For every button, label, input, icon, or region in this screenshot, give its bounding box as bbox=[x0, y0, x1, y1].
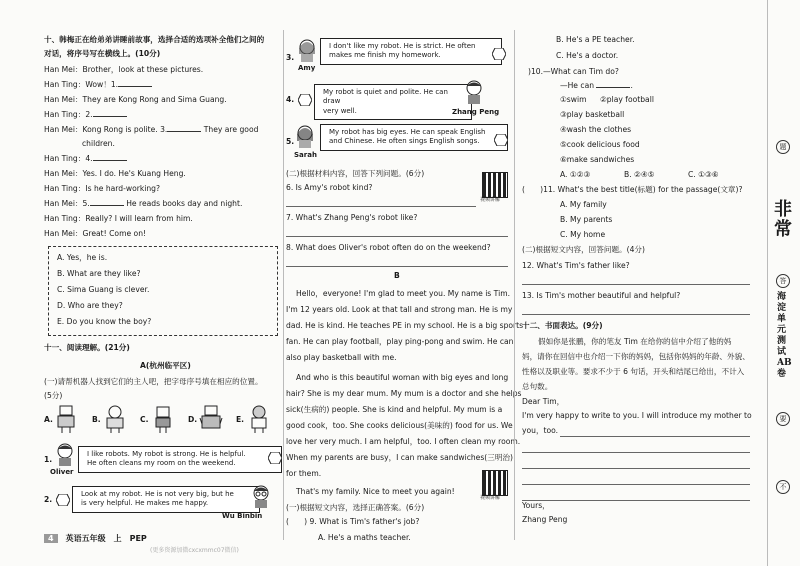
dialogue-line: Han Mei：Great! Come on! bbox=[44, 229, 147, 238]
dialogue-line: children. bbox=[82, 139, 115, 148]
column-divider bbox=[283, 30, 284, 540]
item-number: 1. bbox=[44, 455, 53, 464]
q9-option[interactable]: C. He's a doctor. bbox=[556, 51, 619, 60]
speech-bubble: Look at my robot. He is not very big, but he is very helpful. He makes me happy. bbox=[72, 486, 260, 513]
dialogue-line: Han Mei：Yes. I do. He's Kuang Heng. bbox=[44, 169, 186, 178]
part2-title: (二)根据材料内容，回答下列问题。(6分) bbox=[286, 169, 425, 178]
q11-option[interactable]: B. My parents bbox=[560, 215, 613, 224]
answer-paren[interactable]: ( ) bbox=[286, 517, 308, 526]
sarah-avatar-icon bbox=[294, 124, 316, 148]
series-title: 海淀单元测试AB卷 bbox=[777, 292, 792, 379]
owner-name: Sarah bbox=[294, 151, 317, 159]
answer-line[interactable] bbox=[286, 266, 508, 267]
question-10: )10.—What can Tim do? bbox=[528, 67, 619, 76]
q10-choice: ②play football bbox=[600, 95, 654, 104]
owner-name: Zhang Peng bbox=[452, 108, 500, 116]
passage-line: hair? She is my dear mum. My mum is a doctor and she helps bbox=[286, 389, 522, 398]
writing-line[interactable] bbox=[560, 436, 750, 437]
speech-bubble: My robot is quiet and polite. He can draw very well. bbox=[314, 84, 472, 120]
qr-caption: 视频讲解 bbox=[480, 495, 501, 501]
passage-line: fan. He can play football，play ping-pong and swim. He can bbox=[286, 337, 514, 346]
dialogue-line: Han Ting：2. bbox=[44, 111, 127, 120]
section10-title-line1: 十、韩梅正在给弟弟讲睡前故事，选择合适的选项补全他们之间的 bbox=[44, 35, 265, 44]
binding-mark: 题 bbox=[776, 140, 790, 154]
part-b-heading: B bbox=[394, 271, 400, 280]
part-b2-title: (二)根据短文内容，回答问题。(4分) bbox=[522, 245, 645, 254]
item-number: 3. bbox=[286, 53, 295, 62]
question-13: 13. Is Tim's mother beautiful and helpful? bbox=[522, 291, 681, 300]
q9-option[interactable]: A. He's a maths teacher. bbox=[318, 533, 411, 542]
passage-line: When my parents are busy，I can make sandwiches(三明治) bbox=[286, 453, 514, 462]
answer-hexagon-icon[interactable] bbox=[492, 48, 506, 60]
q10-choice: ③play basketball bbox=[560, 110, 625, 119]
dialogue-line: Han Ting：Wow！1. bbox=[44, 81, 152, 90]
page-footer bbox=[44, 533, 147, 544]
options-box bbox=[48, 246, 278, 336]
question: 7. What's Zhang Peng's robot like? bbox=[286, 213, 418, 222]
dialogue-line: Han Ting：4. bbox=[44, 155, 127, 164]
robot-letter: E. bbox=[236, 415, 245, 424]
item-number: 5. bbox=[286, 137, 295, 146]
question: 6. Is Amy's robot kind? bbox=[286, 183, 373, 192]
dialogue-line: Han Mei：They are Kong Rong and Sima Guang. bbox=[44, 95, 227, 104]
passage-line: I'm 12 years old. Look at that tall and strong man. He is my bbox=[286, 305, 513, 314]
part-a-instruction-line1: (一)请帮机器人找到它们的主人吧，把字母序号填在相应的位置。 bbox=[44, 377, 263, 386]
answer-hexagon-icon[interactable] bbox=[298, 94, 312, 106]
q10-choice: ⑥make sandwiches bbox=[560, 155, 635, 164]
passage-line: Hello，everyone! I'm glad to meet you. My name is Tim. bbox=[296, 289, 511, 298]
item-number: 4. bbox=[286, 95, 295, 104]
passage-line: also play basketball with me. bbox=[286, 353, 397, 362]
answer-blank[interactable] bbox=[93, 160, 127, 161]
section10-title-line2: 对话，将序号写在横线上。(10分) bbox=[44, 49, 161, 58]
signature: Zhang Peng bbox=[522, 515, 568, 524]
book-title: 英语五年级 上 PEP bbox=[65, 534, 147, 543]
robot-letter: D. bbox=[188, 415, 198, 424]
binding-mark: 要 bbox=[776, 412, 790, 426]
section12-title: 十二、书面表达。(9分) bbox=[522, 321, 603, 330]
writing-prompt-line: 假如你是张鹏，你的笔友 Tim 在给你的信中介绍了他的妈 bbox=[538, 337, 732, 346]
robot-a-icon bbox=[54, 404, 80, 434]
amy-avatar-icon bbox=[296, 38, 318, 62]
owner-name: Oliver bbox=[50, 468, 74, 476]
qr-code-icon bbox=[482, 470, 508, 496]
option: C. Sima Guang is clever. bbox=[57, 285, 150, 294]
item-number: 2. bbox=[44, 495, 53, 504]
writing-line[interactable] bbox=[522, 500, 750, 501]
robot-e-icon bbox=[246, 404, 272, 434]
robot-letter: C. bbox=[140, 415, 149, 424]
dialogue-line: Han Ting：Really? I will learn from him. bbox=[44, 214, 193, 223]
section11-title: 十一、阅读理解。(21分) bbox=[44, 343, 130, 352]
dialogue-line: Han Ting：Is he hard-working? bbox=[44, 184, 161, 193]
question-11: ( )11. What's the best title(标题) for the passage(文章)? bbox=[522, 185, 743, 194]
passage-line: good cook，too. She cooks delicious(美味的) food for us. We bbox=[286, 421, 513, 430]
dialogue-line: Han Mei：Kong Rong is polite. 3. They are good bbox=[44, 125, 259, 134]
writing-line[interactable] bbox=[522, 452, 750, 453]
answer-blank[interactable] bbox=[93, 116, 127, 117]
answer-blank[interactable] bbox=[167, 131, 201, 132]
answer-line[interactable] bbox=[286, 206, 476, 207]
part-a-heading: A(杭州临平区) bbox=[140, 361, 191, 370]
answer-paren[interactable]: )10. bbox=[528, 67, 544, 76]
answer-hexagon-icon[interactable] bbox=[56, 494, 70, 506]
passage-line: sick(生病的) people. She is kind and helpful. My mum is a bbox=[286, 405, 503, 414]
page-number: 4 bbox=[44, 534, 58, 543]
question: 8. What does Oliver's robot often do on the weekend? bbox=[286, 243, 491, 252]
q10-choice: ⑤cook delicious food bbox=[560, 140, 640, 149]
qr-code-icon bbox=[482, 172, 508, 198]
oliver-avatar-icon bbox=[54, 442, 76, 466]
option: E. Do you know the boy? bbox=[57, 317, 152, 326]
dialogue-line: Han Mei：Brother，look at these pictures. bbox=[44, 65, 204, 74]
answer-line[interactable] bbox=[522, 284, 750, 285]
answer-line[interactable] bbox=[522, 314, 750, 315]
q10-line2: —He can . bbox=[560, 81, 633, 90]
answer-hexagon-icon[interactable] bbox=[494, 134, 508, 146]
writing-prompt-line: 性格以及职业等。要求不少于 6 句话，开头和结尾已给出，不计入 bbox=[522, 367, 745, 376]
writing-line[interactable] bbox=[522, 484, 750, 485]
writing-prompt-line: 妈，请你在回信中也介绍一下你的妈妈，包括你妈妈的年龄、外貌、 bbox=[522, 352, 750, 361]
passage-line: That's my family. Nice to meet you again! bbox=[296, 487, 455, 496]
answer-blank[interactable] bbox=[118, 86, 152, 87]
q9-option[interactable]: B. He's a PE teacher. bbox=[556, 35, 635, 44]
passage-line: for them. bbox=[286, 469, 322, 478]
column-divider bbox=[514, 30, 515, 540]
closing: Yours， bbox=[522, 501, 550, 510]
answer-paren[interactable]: ( ) bbox=[522, 185, 544, 194]
robot-letter: A. bbox=[44, 415, 53, 424]
robot-d-icon bbox=[198, 404, 224, 434]
watermark: (更多资源加微cxcxmmc07微信) bbox=[150, 547, 239, 554]
part-b1-title: (一)根据短文内容，选择正确答案。(6分) bbox=[286, 503, 425, 512]
letter-opening: you，too. bbox=[522, 426, 559, 435]
option: B. What are they like? bbox=[57, 269, 141, 278]
robot-letter: B. bbox=[92, 415, 101, 424]
speech-bubble: I like robots. My robot is strong. He is helpful. He often cleans my room on the weekend. bbox=[78, 446, 282, 473]
answer-line[interactable] bbox=[286, 236, 508, 237]
option: D. Who are they? bbox=[57, 301, 123, 310]
question-9: ( ) 9. What is Tim's father's job? bbox=[286, 517, 420, 526]
q10-option[interactable]: C. ①③⑥ bbox=[688, 170, 719, 179]
wu-binbin-avatar-icon bbox=[250, 484, 272, 508]
answer-blank[interactable] bbox=[90, 205, 124, 206]
answer-hexagon-icon[interactable] bbox=[268, 452, 282, 464]
salutation: Dear Tim， bbox=[522, 397, 565, 406]
brand-logo: 非 常 bbox=[774, 199, 792, 240]
robot-b-icon bbox=[102, 404, 128, 434]
binding-mark: 答 bbox=[776, 274, 790, 288]
q10-choice: ④wash the clothes bbox=[560, 125, 632, 134]
dialogue-line: Han Mei：5. He reads books day and night. bbox=[44, 199, 243, 208]
speech-bubble: I don't like my robot. He is strict. He often makes me finish my homework. bbox=[320, 38, 502, 65]
owner-name: Amy bbox=[298, 64, 316, 72]
answer-blank[interactable] bbox=[596, 87, 630, 88]
question-12: 12. What's Tim's father like? bbox=[522, 261, 630, 270]
passage-line: dad. He is kind. He teaches PE in my school. He is a big sports bbox=[286, 321, 524, 330]
book-sidebar bbox=[767, 0, 800, 566]
owner-name: Wu Binbin bbox=[222, 512, 263, 520]
zhang-peng-avatar-icon bbox=[462, 78, 486, 104]
q11-option[interactable]: A. My family bbox=[560, 200, 607, 209]
q10-option[interactable]: A. ①②③ bbox=[560, 170, 591, 179]
q10-choice: ①swim bbox=[560, 95, 587, 104]
option: A. Yes，he is. bbox=[57, 253, 108, 262]
speech-bubble: My robot has big eyes. He can speak English and Chinese. He often sings English songs. bbox=[320, 124, 508, 151]
binding-mark: 不 bbox=[776, 480, 790, 494]
writing-prompt-line: 总句数。 bbox=[522, 382, 553, 391]
q11-option[interactable]: C. My home bbox=[560, 230, 606, 239]
letter-opening: I'm very happy to write to you. I will introduce my mother to bbox=[522, 411, 752, 420]
part-a-instruction-line2: (5分) bbox=[44, 391, 63, 400]
qr-caption: 视频讲解 bbox=[480, 197, 501, 203]
writing-line[interactable] bbox=[522, 468, 750, 469]
robot-c-icon bbox=[150, 404, 176, 434]
passage-line: love her very much. I am helpful，too. I often clean my room. bbox=[286, 437, 521, 446]
passage-line: And who is this beautiful woman with big eyes and long bbox=[296, 373, 509, 382]
q10-option[interactable]: B. ②④⑤ bbox=[624, 170, 655, 179]
